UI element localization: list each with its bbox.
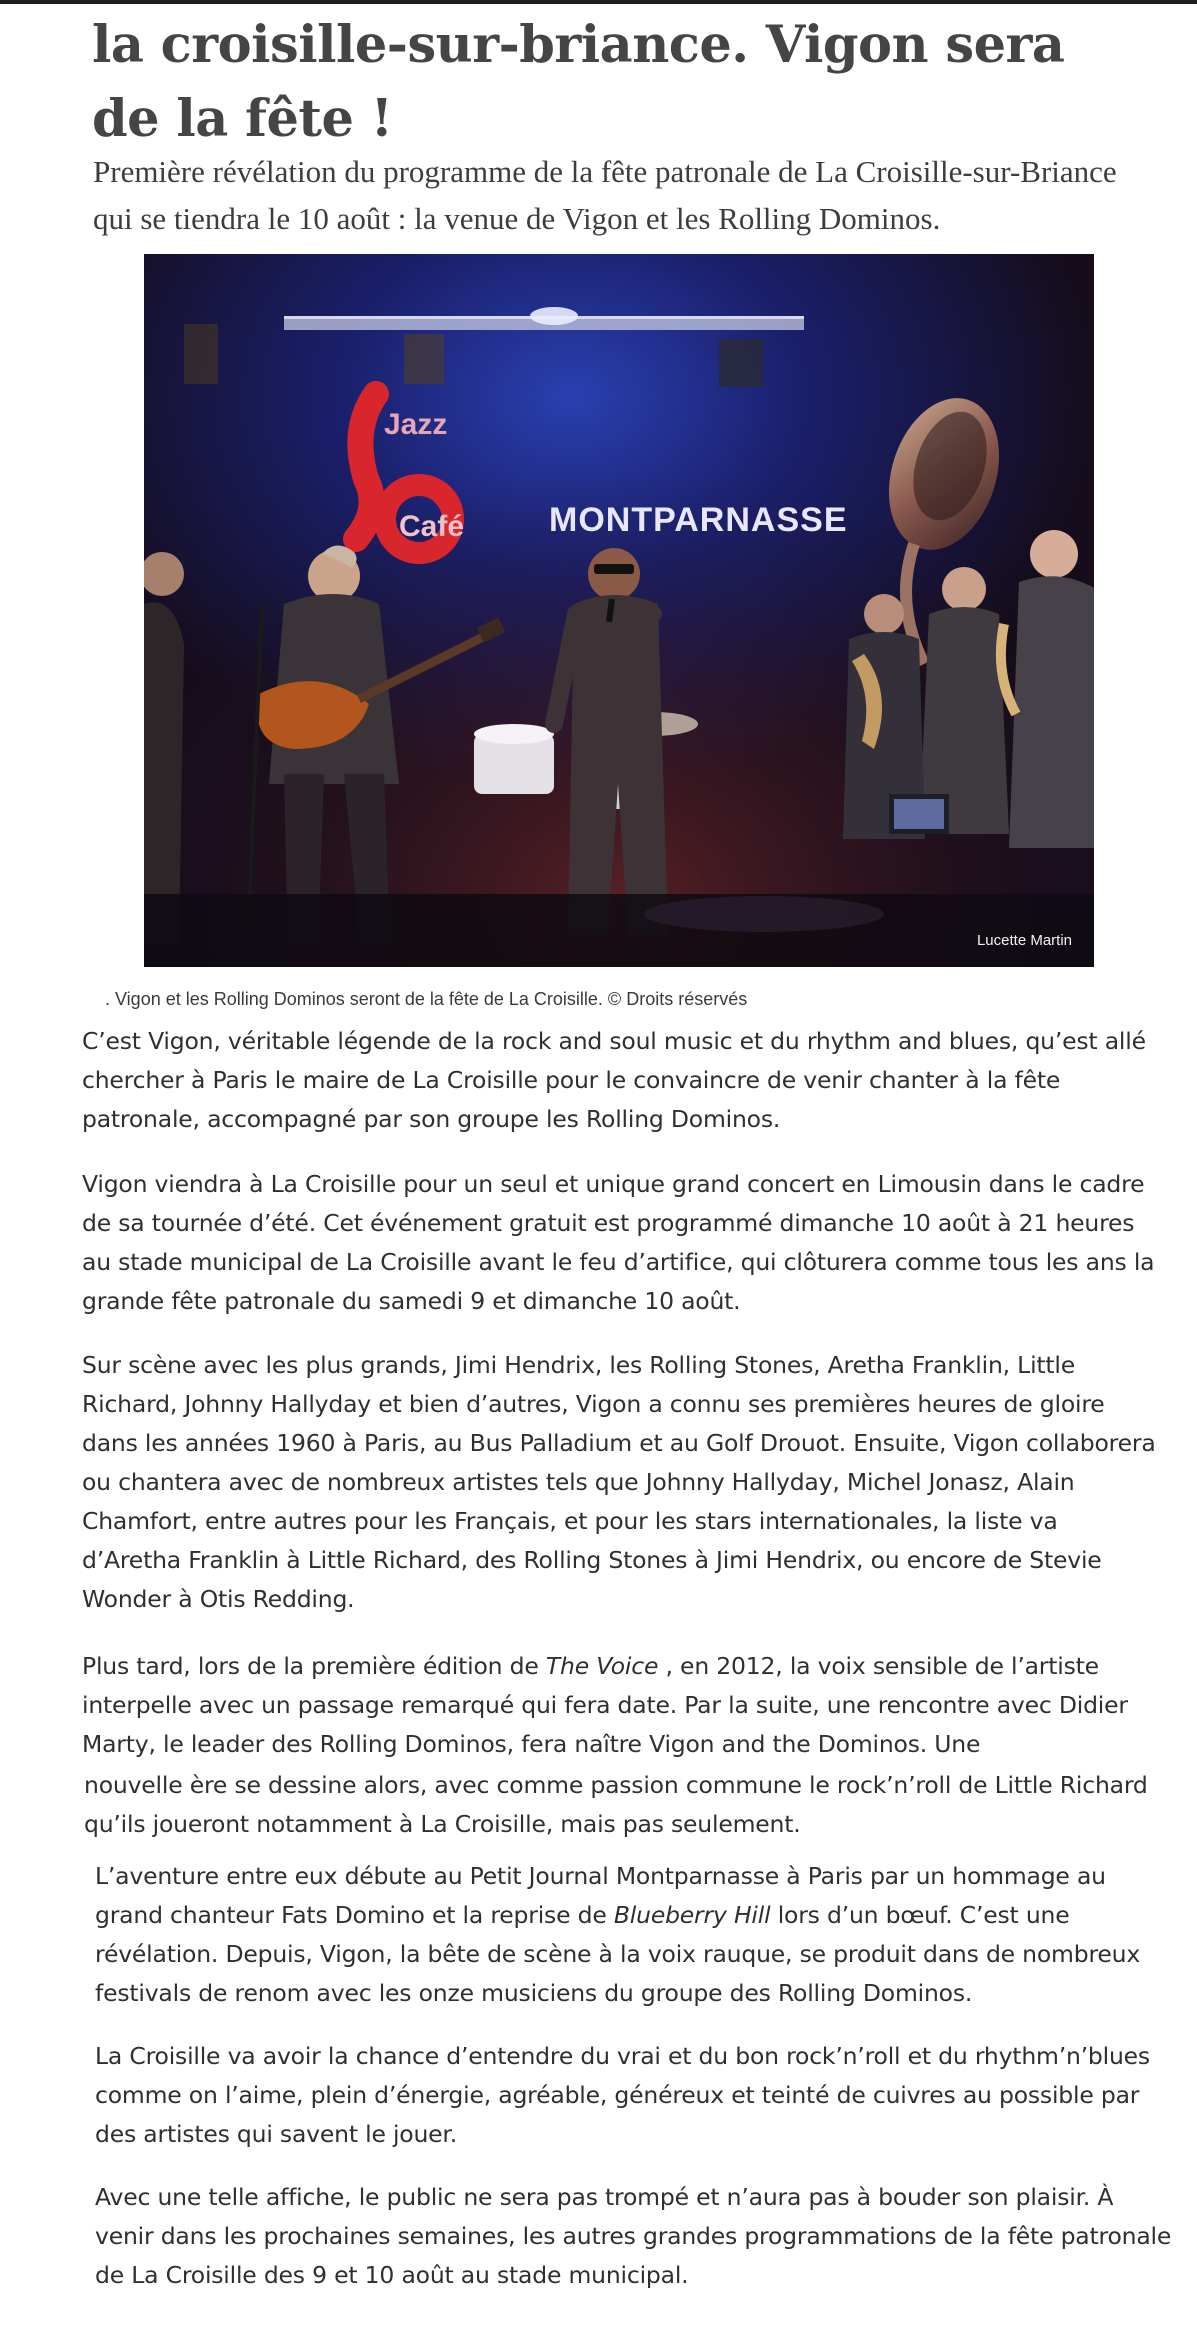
paragraph-2: Vigon viendra à La Croisille pour un seul et unique grand concert en Limousin dans le cadre de sa tournée d’été. Cet événement gratuit est programmé dimanche 10 août à 21 heures au stade municipal de La Croisille avant le feu d’artifice, qui clôturera comme tous les ans la grande fête patronale du samedi 9 et dimanche 10 août. (82, 1170, 1155, 1315)
article-lead: Première révélation du programme de la fête patronale de La Croisille-sur-Briance qui se tiendra le 10 août : la venue de Vigon et les Rolling Dominos. (93, 154, 1117, 236)
concert-photo-illustration (144, 254, 1094, 967)
paragraph-4-text-a: Plus tard, lors de la première édition de (82, 1652, 546, 1680)
photo-credit: Lucette Martin (976, 932, 1072, 949)
article-title: la croisille-sur-briance. Vigon sera de la fête ! (92, 15, 1065, 149)
sign-montparnasse: MONTPARNASSE (549, 501, 848, 539)
top-rule (0, 0, 1197, 4)
photo-caption: . Vigon et les Rolling Dominos seront de la fête de La Croisille. © Droits réservés (105, 989, 748, 1009)
paragraph-4-italic: The Voice (545, 1652, 659, 1680)
paragraph-4-continued: nouvelle ère se dessine alors, avec comme passion commune le rock’n’roll de Little Richard qu’ils joueront notamment à La Croisille, mais pas seulement. (84, 1771, 1148, 1838)
paragraph-4-text-b: , en 2012, la voix sensible de l’artiste interpelle avec un passage remarqué qui fera date. Par la suite, une rencontre avec Didier Marty, le leader des Rolling Dominos, fera naître Vigon and the Dominos. Une (82, 1652, 1128, 1758)
paragraph-6: La Croisille va avoir la chance d’entendre du vrai et du bon rock’n’roll et du rhythm’n’blues comme on l’aime, plein d’énergie, agréable, généreux et teinté de cuivres au possible par des artistes qui savent le jouer. (95, 2042, 1150, 2148)
paragraph-5-italic: Blueberry Hill (613, 1901, 771, 1929)
paragraph-5 (95, 1857, 1175, 2013)
sign-jazz: Jazz (384, 408, 448, 441)
sign-cafe: Café (399, 510, 465, 543)
paragraph-7: Avec une telle affiche, le public ne sera pas trompé et n’aura pas à bouder son plaisir. À venir dans les prochaines semaines, les autres grandes programmations de la fête patronale de La Croisille des 9 et 10 août au stade municipal. (95, 2183, 1172, 2289)
paragraph-3 (82, 1346, 1162, 1619)
paragraph-4 (82, 1647, 1162, 1764)
paragraph-3-text: Sur scène avec les plus grands, Jimi Hendrix, les Rolling Stones, Aretha Franklin, Little Richard, Johnny Hallyday et bien d’autres, Vigon a connu ses premières heures de gloire dans les années 1960 à Paris, au Bus Palladium et au Golf Drouot. Ensuite, Vigon collaborera ou chantera avec de nombreux artistes tels que Johnny Hallyday, Michel Jonasz, Alain Chamfort, entre autres pour les Français, et pour les stars internationales, la liste va d’Aretha Franklin à Little Richard, des Rolling Stones à Jimi Hendrix, ou encore de Stevie Wonder à Otis Redding. (82, 1351, 1156, 1613)
paragraph-1: C’est Vigon, véritable légende de la rock and soul music et du rhythm and blues, qu’est allé chercher à Paris le maire de La Croisille pour le convaincre de venir chanter à la fête patronale, accompagné par son groupe les Rolling Dominos. (82, 1027, 1146, 1133)
concert-photo (144, 254, 1094, 967)
paragraph-5-text-a: L’aventure entre eux débute au Petit Journal Montparnasse à Paris par un hommage au grand chanteur Fats Domino et la reprise de (95, 1862, 1106, 1929)
paragraph-5-text-b: lors d’un bœuf. C’est une révélation. Depuis, Vigon, la bête de scène à la voix rauque, se produit dans de nombreux festivals de renom avec les onze musiciens du groupe des Rolling Dominos. (95, 1901, 1141, 2007)
